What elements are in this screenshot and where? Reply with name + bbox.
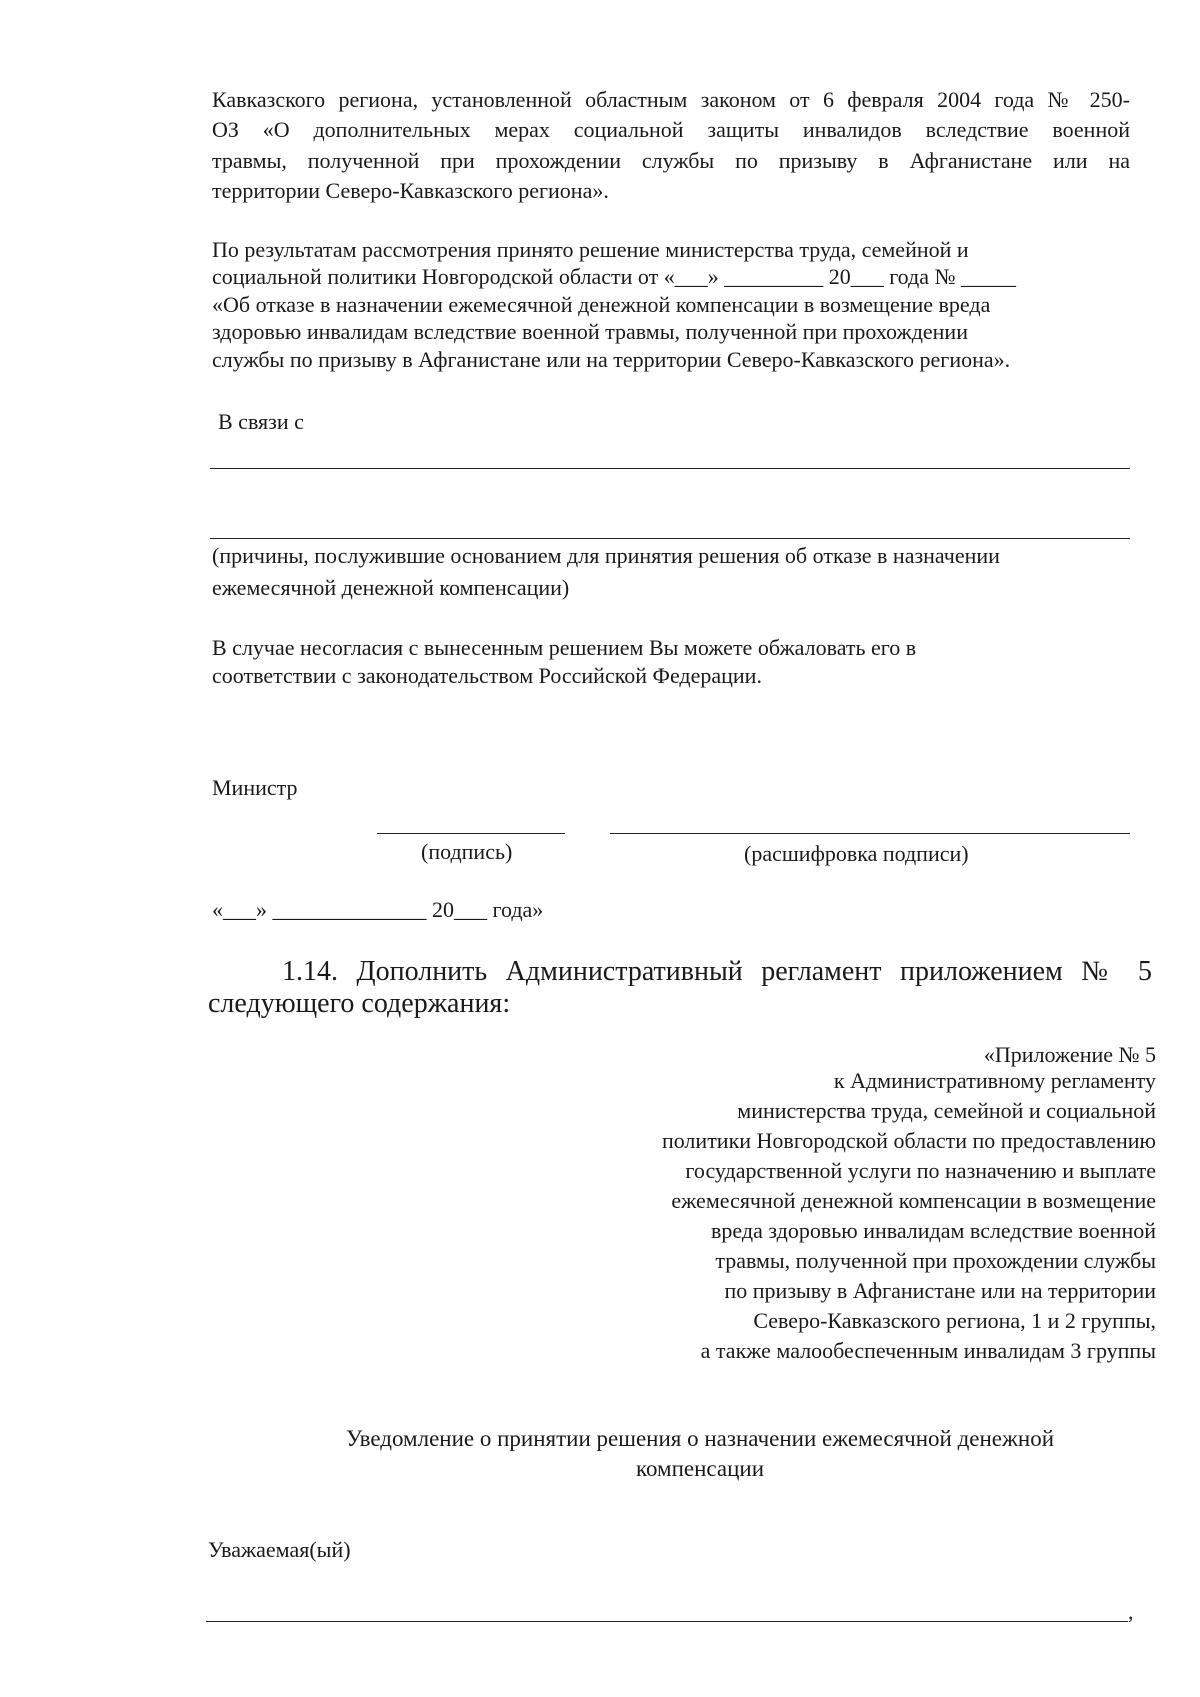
decision-line-1: По результатам рассмотрения принято решение министерства труда, семейной и [212, 237, 969, 262]
sign-caption: (подпись) [421, 839, 513, 864]
salutation-comma: , [1128, 1599, 1134, 1624]
appendix-line-10: а также малообеспеченным инвалидам 3 группы [700, 1338, 1156, 1363]
appendix-line-9: Северо-Кавказского региона, 1 и 2 группы, [753, 1308, 1156, 1333]
signature-date-line: «___» ______________ 20___ года» [212, 897, 544, 922]
decision-line-3: «Об отказе в назначении ежемесячной денежной компенсации в возмещение вреда [212, 292, 991, 317]
appendix-line-5: ежемесячной денежной компенсации в возмещение [671, 1188, 1156, 1213]
decision-line-4: здоровью инвалидам вследствие военной травмы, полученной при прохождении [212, 319, 968, 344]
appendix-header [516, 1044, 1156, 1366]
clause-line-2: следующего содержания: [208, 988, 511, 1019]
notice-title [250, 1424, 1150, 1484]
appeal-line-2: соответствии с законодательством Российской Федерации. [212, 663, 762, 688]
appendix-line-4: государственной услуги по назначению и выплате [685, 1158, 1156, 1183]
addressee-line [206, 1621, 1128, 1622]
reason-label: В связи с [218, 409, 304, 434]
notice-title-line-2: компенсации [635, 1456, 765, 1481]
appendix-line-8: по призыву в Афганистане или на территории [724, 1278, 1156, 1303]
reason-line-1 [210, 468, 1130, 469]
intro-line-4: территории Северо-Кавказского региона». [212, 178, 609, 203]
appendix-line-3: политики Новгородской области по предоставлению [661, 1128, 1156, 1153]
decision-line-5: службы по призыву в Афганистане или на территории Северо-Кавказского региона». [212, 347, 1011, 372]
appendix-line-6: вреда здоровью инвалидам вследствие военной [711, 1218, 1156, 1243]
appendix-title: «Приложение № 5 [983, 1042, 1156, 1067]
intro-line-2: ОЗ «О дополнительных мерах социальной защиты инвалидов вследствие военной [212, 117, 1130, 142]
reason-caption-line-2: ежемесячной денежной компенсации) [212, 575, 570, 600]
decision-line-2: социальной политики Новгородской области от «___» _________ 20___ года № _____ [212, 264, 1016, 289]
intro-line-3: травмы, полученной при прохождении службы по призыву в Афганистане или на [212, 148, 1130, 173]
salutation: Уважаемая(ый) [208, 1537, 351, 1562]
appendix-line-2: министерства труда, семейной и социальной [737, 1098, 1156, 1123]
signature-title: Министр [212, 775, 298, 800]
appeal-line-1: В случае несогласия с вынесенным решением Вы можете обжаловать его в [212, 635, 917, 660]
decode-line [610, 833, 1130, 834]
appendix-line-7: травмы, полученной при прохождении службы [715, 1248, 1156, 1273]
reason-line-2 [210, 538, 1130, 539]
decode-caption: (расшифровка подписи) [744, 841, 969, 866]
intro-line-1: Кавказского региона, установленной областным законом от 6 февраля 2004 года № 250- [212, 87, 1130, 112]
appendix-line-1: к Административному регламенту [833, 1068, 1156, 1093]
sign-line [377, 833, 565, 834]
clause-line-1: 1.14. Дополнить Административный регламент приложением № 5 [282, 956, 1152, 987]
reason-caption-line-1: (причины, послужившие основанием для принятия решения об отказе в назначении [212, 543, 1000, 568]
notice-title-line-1: Уведомление о принятии решения о назначении ежемесячной денежной [345, 1426, 1055, 1451]
